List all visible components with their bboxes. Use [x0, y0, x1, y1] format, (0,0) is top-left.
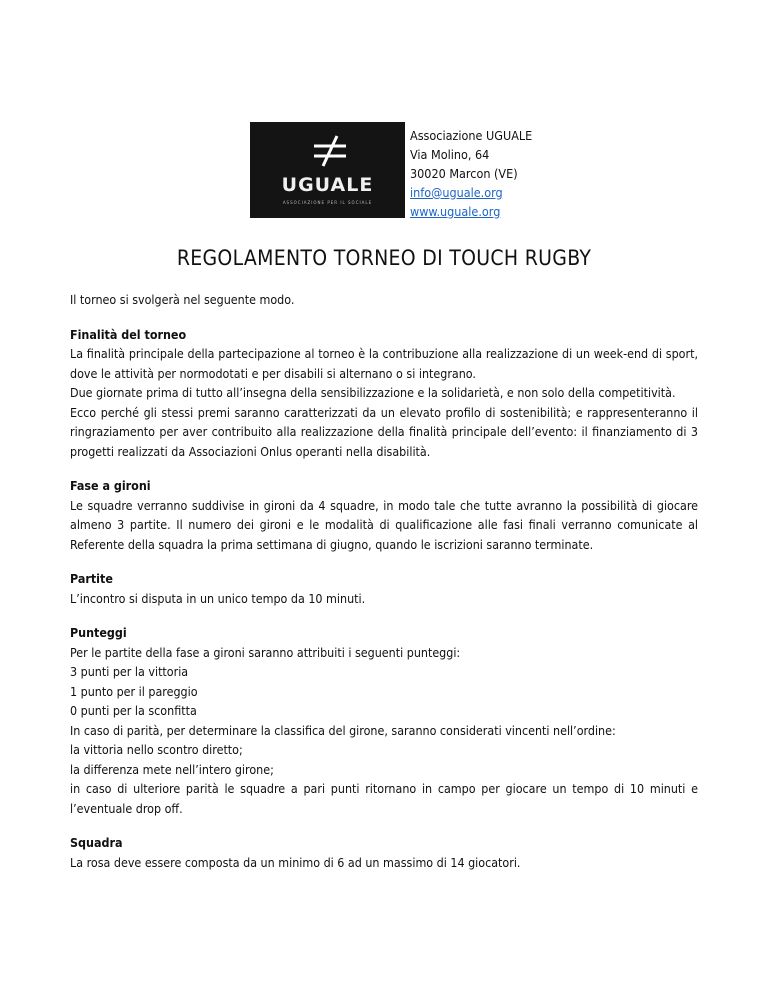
heading-squadra: Squadra	[70, 835, 123, 850]
heading-gironi: Fase a gironi	[70, 478, 151, 493]
punteggi-line-2: 3 punti per la vittoria	[70, 664, 189, 679]
not-equal-icon	[310, 134, 350, 168]
street-address: Via Molino, 64	[410, 147, 490, 162]
org-name: Associazione UGUALE	[410, 128, 533, 143]
punteggi-line-7: la differenza mete nell’intero girone;	[70, 761, 274, 777]
gironi-paragraph: Le squadre verranno suddivise in gironi da 4 squadre, in modo tale che tutte avranno la possibilità di giocare almeno 3 partite. Il numero dei gironi e le modalità di qualificazione alle fasi finali verranno comunicate al Referente della squadra la prima settimana di giugno, quando le iscrizioni saranno terminate.	[70, 497, 698, 552]
punteggi-line-6: la vittoria nello scontro diretto;	[70, 742, 243, 757]
uguale-logo	[250, 122, 405, 218]
punteggi-line-4: 0 punti per la sconfitta	[70, 703, 197, 718]
logo-tagline: ASSOCIAZIONE PER IL SOCIALE	[282, 200, 373, 205]
city-address: 30020 Marcon (VE)	[410, 166, 518, 181]
finalita-paragraph-2: Due giornate prima di tutto all’insegna della sensibilizzazione e la solidarietà, e non solo della competitività.	[70, 385, 676, 400]
heading-partite: Partite	[70, 571, 113, 586]
punteggi-line-1: Per le partite della fase a gironi saranno attribuiti i seguenti punteggi:	[70, 644, 461, 660]
finalita-paragraph-3: Ecco perché gli stessi premi saranno caratterizzati da un elevato profilo di sostenibilità; e rappresenteranno il ringraziamento per aver contribuito alla realizzazione della finalità principale dell’evento: il finanziamento di 3 progetti realizzati da Associazioni Onlus operanti nella disabilità.	[70, 404, 698, 459]
punteggi-line-8: in caso di ulteriore parità le squadre a pari punti ritornano in campo per giocare un tempo di 10 minuti e l’eventuale drop off.	[70, 781, 698, 816]
squadra-paragraph: La rosa deve essere composta da un minimo di 6 ad un massimo di 14 giocatori.	[70, 854, 521, 870]
punteggi-line-5: In caso di parità, per determinare la classifica del girone, saranno considerati vincenti nell’ordine:	[70, 722, 616, 738]
document-title: REGOLAMENTO TORNEO DI TOUCH RUGBY	[176, 246, 592, 270]
intro-text: Il torneo si svolgerà nel seguente modo.	[70, 292, 295, 307]
logo-wordmark: UGUALE	[281, 174, 374, 196]
heading-finalita: Finalità del torneo	[70, 326, 187, 342]
email-link[interactable]: info@uguale.org	[410, 185, 503, 200]
website-link[interactable]: www.uguale.org	[410, 204, 501, 219]
heading-punteggi: Punteggi	[70, 625, 127, 640]
document-body	[70, 290, 698, 872]
address-block	[410, 126, 532, 221]
punteggi-line-3: 1 punto per il pareggio	[70, 683, 198, 699]
finalita-paragraph-1: La finalità principale della partecipazione al torneo è la contribuzione alla realizzazione di un week-end di sport, dove le attività per normodotati e per disabili si alternano o si integrano.	[70, 346, 698, 381]
partite-paragraph: L’incontro si disputa in un unico tempo da 10 minuti.	[70, 590, 366, 606]
